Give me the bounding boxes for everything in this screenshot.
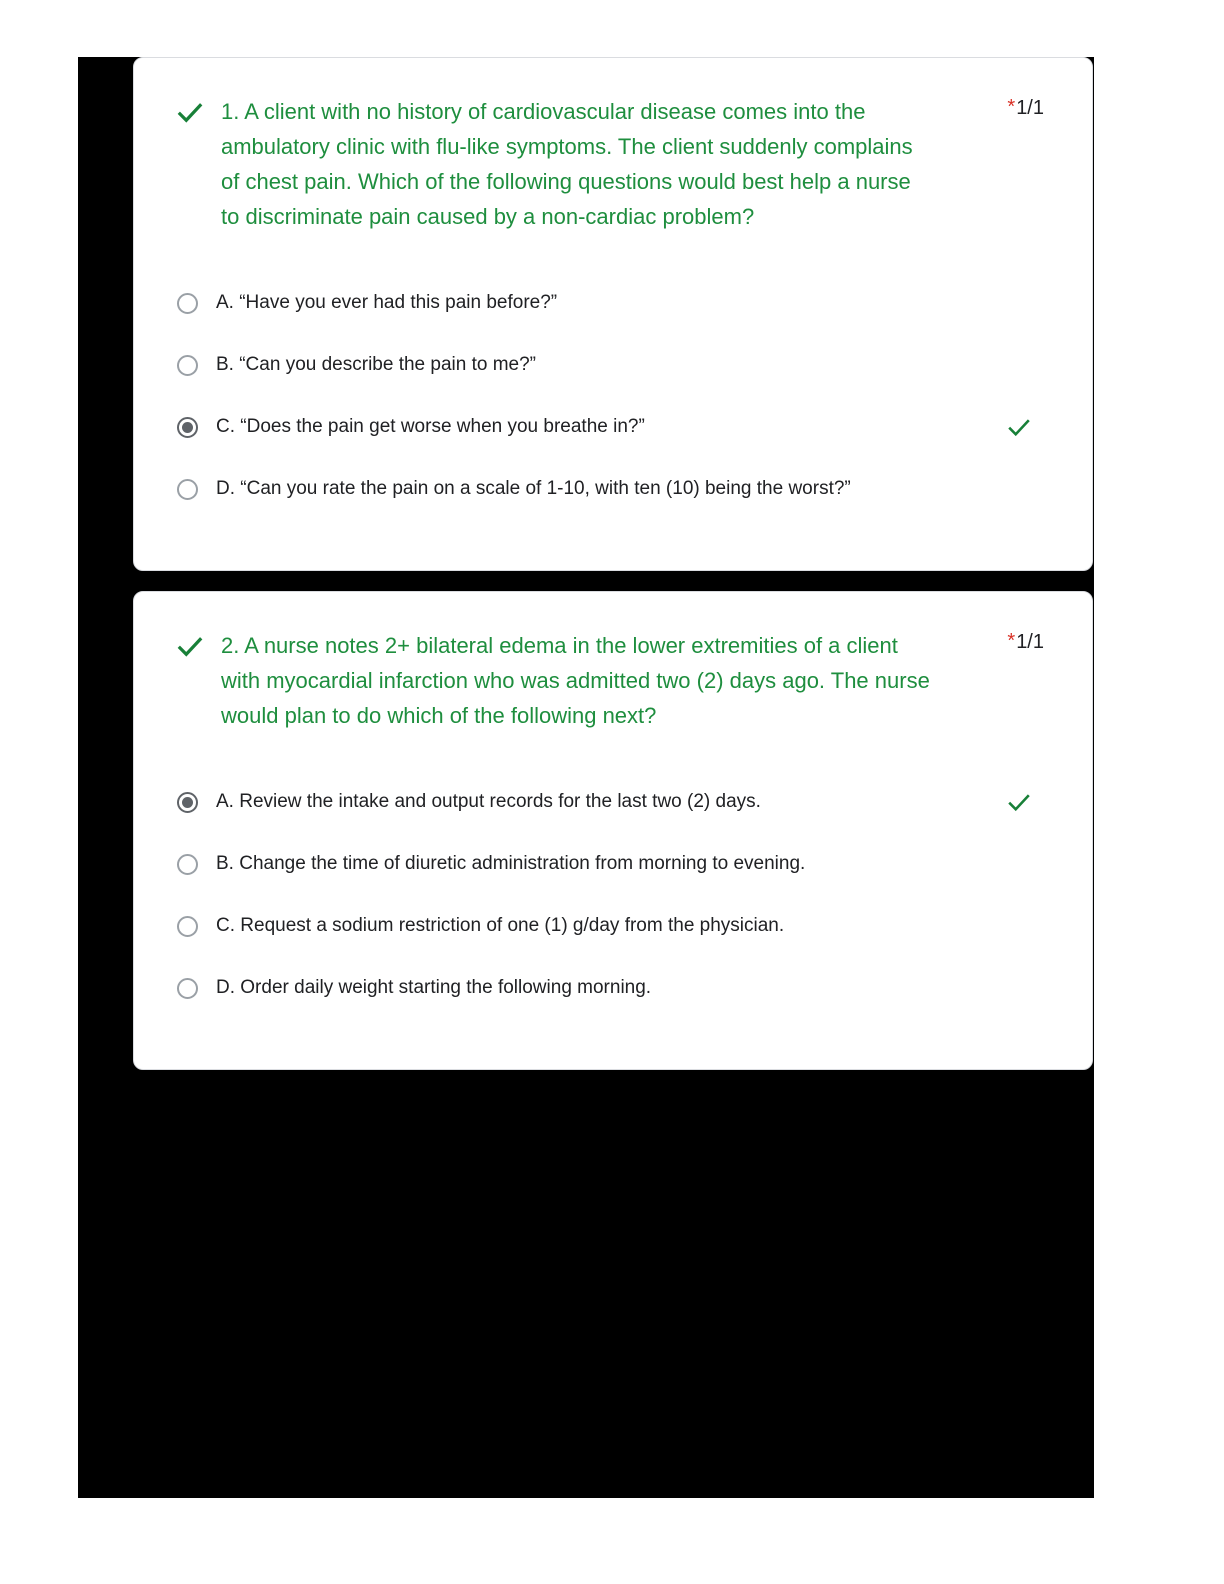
question-correct-check-icon (174, 630, 206, 662)
answer-option[interactable] (174, 845, 1052, 883)
radio-button[interactable] (177, 792, 198, 813)
options-list (174, 783, 1052, 1007)
question-text (221, 94, 913, 234)
question-text-line: 1. A client with no history of cardiovascular disease comes into the (221, 99, 866, 124)
radio-button[interactable] (177, 978, 198, 999)
question-header (174, 94, 1052, 234)
required-asterisk: * (1007, 96, 1016, 118)
question-card (133, 591, 1093, 1070)
question-text-line: with myocardial infarction who was admitted two (2) days ago. The nurse (221, 668, 930, 693)
required-asterisk: * (1007, 630, 1016, 652)
answer-option[interactable] (174, 284, 1052, 322)
question-header (174, 628, 1052, 733)
option-label: B. “Can you describe the pain to me?” (216, 354, 537, 375)
radio-button[interactable] (177, 355, 198, 376)
question-correct-check-icon (174, 96, 206, 128)
question-card (133, 57, 1093, 571)
score-value: 1/1 (1016, 97, 1044, 119)
answer-option[interactable] (174, 969, 1052, 1007)
correct-answer-check-icon (1004, 788, 1034, 816)
option-label: B. Change the time of diuretic administration from morning to evening. (216, 853, 806, 874)
radio-button[interactable] (177, 479, 198, 500)
radio-dot (182, 797, 193, 808)
option-label: A. “Have you ever had this pain before?” (216, 292, 558, 313)
question-text-line: 2. A nurse notes 2+ bilateral edema in the lower extremities of a client (221, 633, 898, 658)
answer-option[interactable] (174, 470, 1052, 508)
option-label: A. Review the intake and output records for the last two (2) days. (216, 791, 761, 812)
question-text-line: to discriminate pain caused by a non-cardiac problem? (221, 204, 755, 229)
radio-button[interactable] (177, 417, 198, 438)
option-label: C. “Does the pain get worse when you breathe in?” (216, 416, 645, 437)
question-score (1007, 97, 1044, 120)
option-label: D. “Can you rate the pain on a scale of 1-10, with ten (10) being the worst?” (216, 478, 851, 499)
score-value: 1/1 (1016, 631, 1044, 653)
question-text (221, 628, 930, 733)
answer-option[interactable] (174, 408, 1052, 446)
answer-option[interactable] (174, 346, 1052, 384)
answer-option[interactable] (174, 907, 1052, 945)
option-label: D. Order daily weight starting the following morning. (216, 977, 652, 998)
radio-button[interactable] (177, 293, 198, 314)
radio-dot (182, 422, 193, 433)
question-cards (133, 57, 1093, 1070)
correct-answer-check-icon (1004, 413, 1034, 441)
question-score (1007, 631, 1044, 654)
radio-button[interactable] (177, 916, 198, 937)
radio-button[interactable] (177, 854, 198, 875)
answer-option[interactable] (174, 783, 1052, 821)
options-list (174, 284, 1052, 508)
question-text-line: ambulatory clinic with flu-like symptoms. The client suddenly complains (221, 134, 913, 159)
question-text-line: would plan to do which of the following next? (221, 703, 657, 728)
option-label: C. Request a sodium restriction of one (1) g/day from the physician. (216, 915, 785, 936)
question-text-line: of chest pain. Which of the following questions would best help a nurse (221, 169, 911, 194)
